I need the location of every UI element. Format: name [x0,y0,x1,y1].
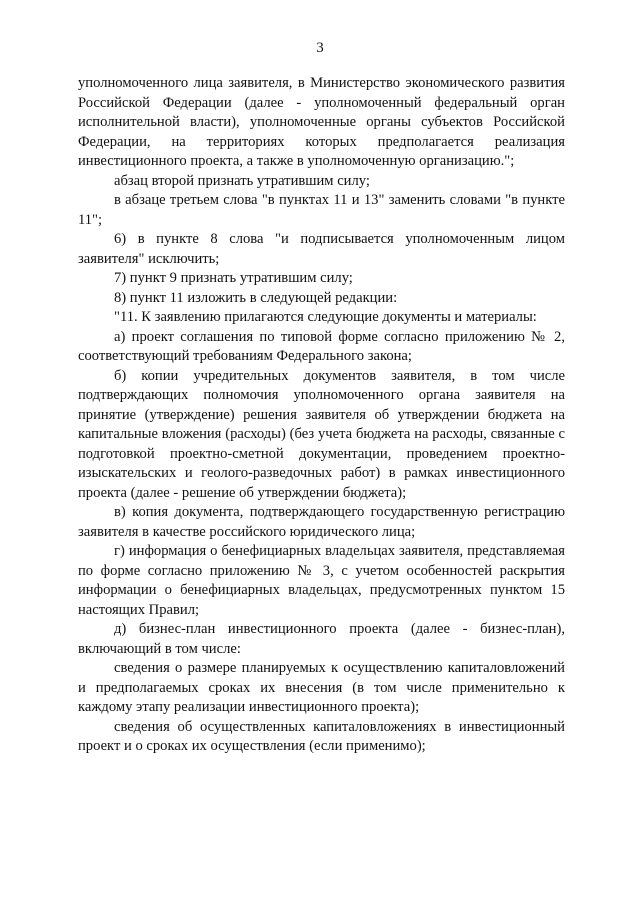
paragraph: б) копии учредительных документов заявителя, в том числе подтверждающих полномочия уполномоченного органа заявителя на принятие (утверждение) решения заявителя об утверждении бюджета на капитальные вложения (расходы) (без учета бюджета на расходы, связанные с подготовкой проектно-сметной документации, проведением проектно-изыскательских и геолого-разведочных работ) в рамках инвестиционного проекта (далее - решение об утверждении бюджета); [78,367,565,501]
paragraph: уполномоченного лица заявителя, в Министерство экономического развития Российской Федерации (далее - уполномоченный федеральный орган исполнительной власти), уполномоченные органы субъектов Российской Федерации, на территориях которых предполагается реализация инвестиционного проекта, а также в уполномоченную организацию."; [78,75,565,169]
page-number: 3 [316,40,324,56]
paragraph: сведения об осуществленных капиталовложениях в инвестиционный проект и о сроках их осуществления (если применимо); [78,718,565,754]
paragraph: г) информация о бенефициарных владельцах заявителя, представляемая по форме согласно приложению № 3, с учетом особенностей раскрытия информации о бенефициарных владельцах, предусмотренных пунктом 15 настоящих Правил; [78,543,565,618]
paragraph: в абзаце третьем слова "в пунктах 11 и 13" заменить словами "в пункте 11"; [78,192,565,228]
paragraph: 6) в пункте 8 слова "и подписывается уполномоченным лицом заявителя" исключить; [78,231,565,267]
paragraph: "11. К заявлению прилагаются следующие документы и материалы: [114,309,537,325]
paragraph: сведения о размере планируемых к осуществлению капиталовложений и предполагаемых сроках их внесения (в том числе применительно к каждому этапу реализации инвестиционного проекта); [78,660,565,715]
paragraph: 7) пункт 9 признать утратившим силу; [114,270,353,286]
paragraph: д) бизнес-план инвестиционного проекта (далее - бизнес-план), включающий в том числе: [78,621,565,657]
document-body [78,74,565,757]
paragraph: в) копия документа, подтверждающего государственную регистрацию заявителя в качестве российского юридического лица; [78,504,565,540]
paragraph: абзац второй признать утратившим силу; [114,172,370,189]
paragraph: а) проект соглашения по типовой форме согласно приложению № 2, соответствующий требованиям Федерального закона; [78,328,565,364]
paragraph: 8) пункт 11 изложить в следующей редакции: [114,289,398,306]
